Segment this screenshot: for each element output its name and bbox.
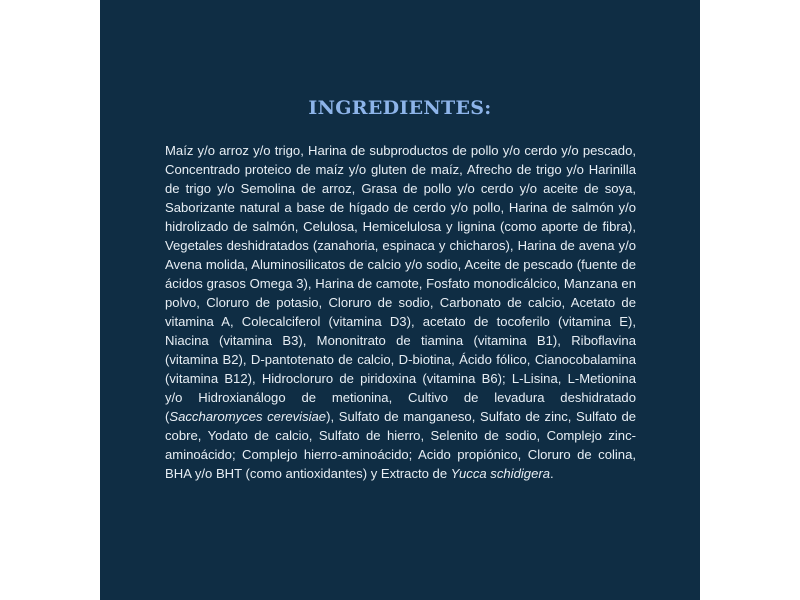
ingredients-text-end: . bbox=[550, 466, 554, 481]
ingredients-text-part-1: Maíz y/o arroz y/o trigo, Harina de subproductos de pollo y/o cerdo y/o pescado, Concentrado proteico de maíz y/o gluten de maíz, Afrecho de trigo y/o Harinilla de trigo y/o Semolina de arroz, Grasa de pollo y/o cerdo y/o aceite de soya, Saborizante natural a base de hígado de cerdo y/o pollo, Harina de salmón y/o hidrolizado de salmón, Celulosa, Hemicelulosa y lignina (como aporte de fibra), Vegetales deshidratados (zanahoria, espinaca y chicharos), Harina de avena y/o Avena molida, Aluminosilicatos de calcio y/o sodio, Aceite de pescado (fuente de ácidos grasos Omega 3), Harina de camote, Fosfato monodicálcico, Manzana en polvo, Cloruro de potasio, Cloruro de sodio, Carbonato de calcio, Acetato de vitamina A, Colecalciferol (vitamina D3), acetato de tocoferilo (vitamina E), Niacina (vitamina B3), Mononitrato de tiamina (vitamina B1), Riboflavina (vitamina B2), D-pantotenato de calcio, D-biotina, Ácido fólico, Cianocobalamina (vitamina B12), Hidrocloruro de piridoxina (vitamina B6); L-Lisina, L-Metionina y/o Hidroxianálogo de metionina, Cultivo de levadura deshidratado ( bbox=[165, 143, 636, 424]
ingredients-text-part-2: ), Sulfato de manganeso, Sulfato de zinc, Sulfato de cobre, Yodato de calcio, Sulfato de hierro, Selenito de sodio, Complejo zinc-aminoácido; Complejo hierro-aminoácido; Acido propiónico, Cloruro de colina, BHA y/o BHT (como antioxidantes) y Extracto de bbox=[165, 409, 637, 481]
ingredients-panel bbox=[100, 0, 700, 600]
ingredients-species-yucca: Yucca schidigera bbox=[450, 466, 550, 481]
ingredients-title: INGREDIENTES: bbox=[308, 97, 492, 119]
ingredients-text bbox=[165, 141, 636, 483]
ingredients-species-saccharomyces: Saccharomyces cerevisiae bbox=[169, 409, 327, 424]
